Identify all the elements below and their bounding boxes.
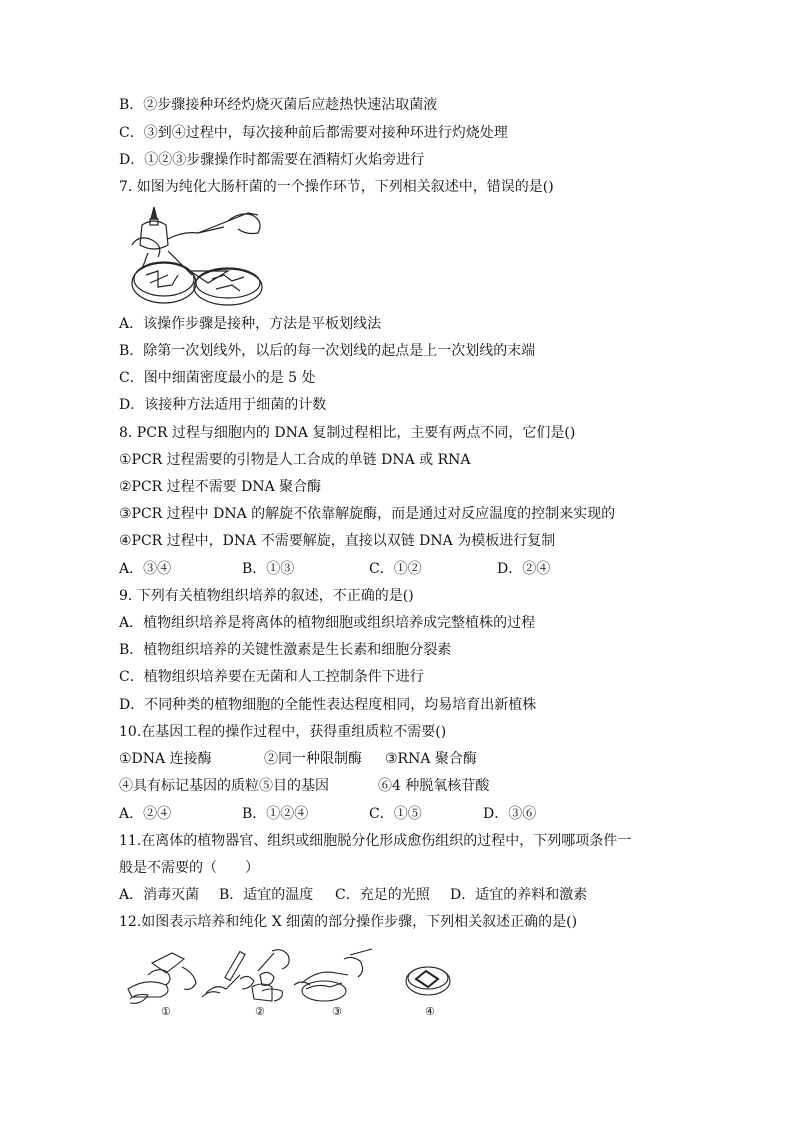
step-label: ③ — [332, 1005, 342, 1018]
question-9: 9. 下列有关植物组织培养的叙述，不正确的是() — [119, 588, 414, 604]
q11-options — [119, 886, 719, 904]
q10-item: ⑥4 种脱氧核苷酸 — [378, 778, 490, 794]
question-11-line-2: 般是不需要的（ ） — [119, 860, 259, 876]
q7-option-a: A．该操作步骤是接种，方法是平板划线法 — [119, 316, 382, 332]
q10-option: D．③⑥ — [483, 806, 537, 822]
q8-option: A．③④ — [119, 561, 172, 577]
q9-option-c: C．植物组织培养要在无菌和人工控制条件下进行 — [119, 669, 424, 685]
q8-option: C．①② — [369, 561, 422, 577]
q11-option: C．充足的光照 — [335, 887, 430, 903]
option-d-prev: D．①②③步骤操作时都需要在酒精灯火焰旁进行 — [119, 152, 425, 168]
q10-option: C．①⑤ — [369, 806, 422, 822]
q10-option: A．②④ — [119, 806, 172, 822]
option-c-prev: C．③到④过程中，每次接种前后都需要对接种环进行灼烧处理 — [119, 125, 508, 141]
step-label: ④ — [425, 1005, 435, 1018]
question-11-line-1: 11.在离体的植物器官、组织或细胞脱分化形成愈伤组织的过程中，下列哪项条件一 — [119, 833, 632, 849]
figure-2-labels — [119, 1003, 439, 1021]
q9-option-b: B．植物组织培养的关键性激素是生长素和细胞分裂素 — [119, 642, 452, 658]
q11-option: B．适宜的温度 — [219, 887, 314, 903]
q10-item: ④具有标记基因的质粒⑤目的基因 — [119, 778, 329, 794]
streak-plate-figure — [128, 205, 274, 307]
option-b-prev: B．②步骤接种环经灼烧灭菌后应趁热快速沾取菌液 — [119, 97, 438, 113]
q10-items-row-1 — [119, 750, 719, 768]
q7-option-b: B．除第一次划线外，以后的每一次划线的起点是上一次划线的末端 — [119, 343, 536, 359]
q10-item: ③RNA 聚合酶 — [385, 751, 477, 767]
step-label: ② — [255, 1005, 265, 1018]
q10-options — [119, 805, 719, 823]
q9-option-d: D．不同种类的植物细胞的全能性表达程度相同，均易培育出新植株 — [119, 697, 537, 713]
q11-option: D．适宜的养料和激素 — [450, 887, 588, 903]
q8-options — [119, 560, 719, 578]
q11-option: A．消毒灭菌 — [119, 887, 200, 903]
question-12: 12.如图表示培养和纯化 X 细菌的部分操作步骤，下列相关叙述正确的是() — [119, 914, 578, 930]
q9-option-a: A．植物组织培养是将离体的植物细胞或组织培养成完整植株的过程 — [119, 615, 536, 631]
q8-statement-2: ②PCR 过程不需要 DNA 聚合酶 — [119, 479, 322, 495]
q7-option-c: C．图中细菌密度最小的是 5 处 — [119, 370, 316, 386]
q7-option-d: D．该接种方法适用于细菌的计数 — [119, 397, 327, 413]
q8-option: D．②④ — [497, 561, 551, 577]
q10-item: ②同一种限制酶 — [264, 751, 362, 767]
question-7: 7. 如图为纯化大肠杆菌的一个操作环节，下列相关叙述中，错误的是() — [119, 179, 554, 195]
q8-statement-3: ③PCR 过程中 DNA 的解旋不依靠解旋酶，而是通过对反应温度的控制来实现的 — [119, 506, 616, 522]
q10-item: ①DNA 连接酶 — [119, 751, 212, 767]
q10-items-row-2 — [119, 777, 719, 795]
q10-option: B．①②④ — [242, 806, 309, 822]
q8-statement-4: ④PCR 过程中，DNA 不需要解旋，直接以双链 DNA 为模板进行复制 — [119, 533, 556, 549]
question-8: 8. PCR 过程与细胞内的 DNA 复制过程相比，主要有两点不同，它们是() — [119, 425, 576, 441]
step-label: ① — [161, 1005, 171, 1018]
q8-option: B．①③ — [242, 561, 295, 577]
q8-statement-1: ①PCR 过程需要的引物是人工合成的单链 DNA 或 RNA — [119, 452, 471, 468]
question-10: 10.在基因工程的操作过程中，获得重组质粒不需要() — [119, 724, 447, 740]
